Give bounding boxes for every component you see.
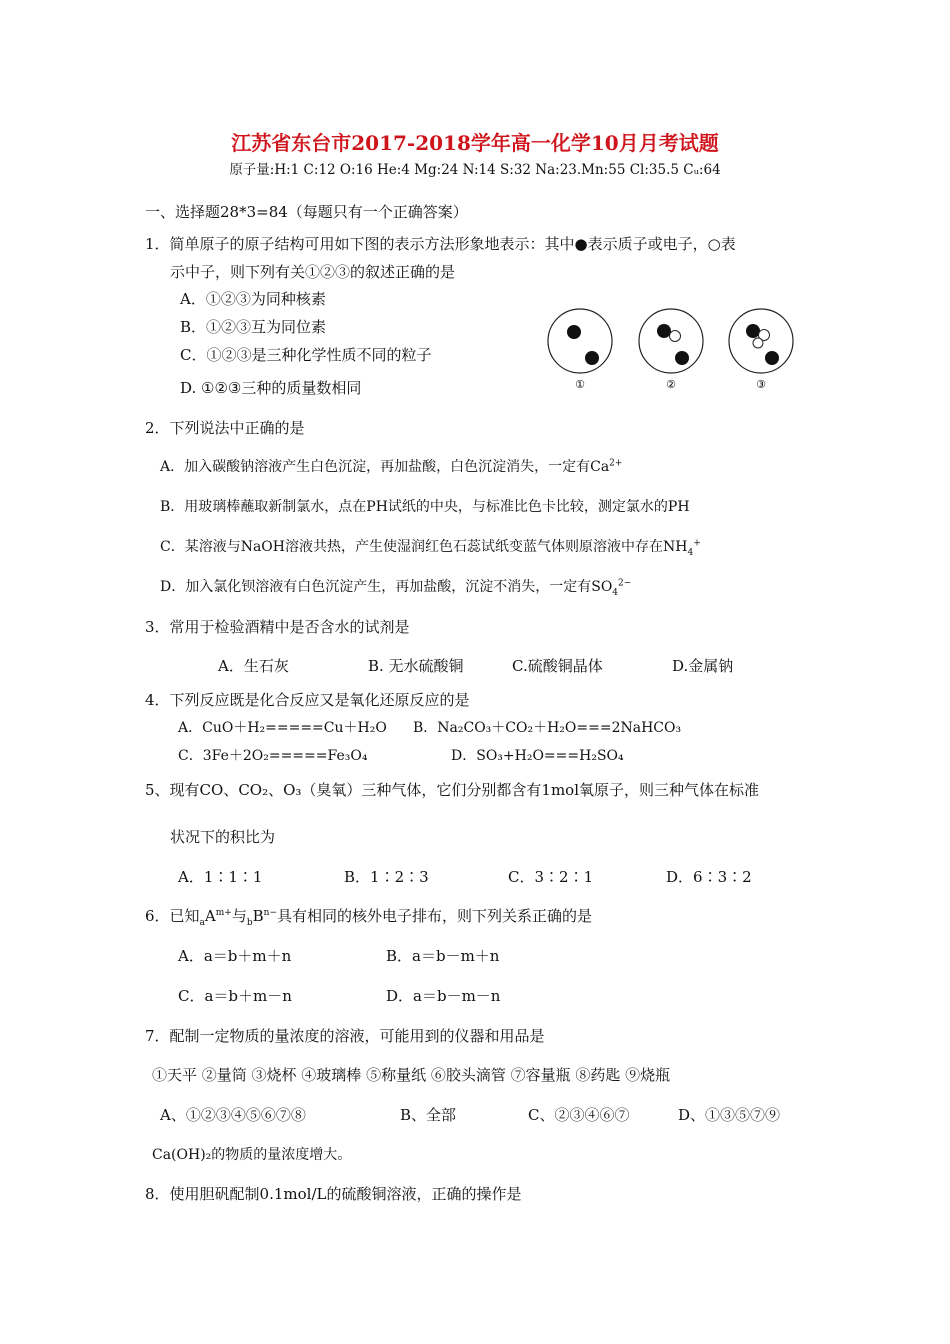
proton-dot [567,325,581,339]
atom-label-3: ③ [756,378,766,391]
q1-option-c: C．①②③是三种化学性质不同的粒子 [180,346,432,364]
q7-items: ①天平 ②量筒 ③烧杯 ④玻璃棒 ⑤称量纸 ⑥胶头滴管 ⑦容量瓶 ⑧药匙 ⑨烧瓶 [152,1066,671,1084]
q7-option-c: C、②③④⑥⑦ [528,1106,630,1124]
q8-stem: 8．使用胆矾配制0.1mol/L的硫酸铜溶液，正确的操作是 [145,1185,522,1203]
q1-option-d: D. ①②③三种的质量数相同 [180,379,362,397]
q1-option-b: B．①②③互为同位素 [180,318,327,336]
electron-dot [675,351,689,365]
q5-option-b: B．1∶2∶3 [344,868,429,886]
atom-diagrams [540,300,810,395]
q5-option-d: D．6∶3∶2 [666,868,752,886]
page-title: 江苏省东台市2017-2018学年高一化学10月月考试题 [231,131,719,155]
q5-option-c: C．3∶2∶1 [508,868,594,886]
q4-stem: 4．下列反应既是化合反应又是氧化还原反应的是 [145,691,470,709]
q2-option-a: A．加入碳酸钠溶液产生白色沉淀，再加盐酸，白色沉淀消失，一定有$Ca^{2+}$ [160,458,623,475]
q7-option-a: A、①②③④⑤⑥⑦⑧ [160,1106,306,1124]
section-heading: 一、选择题28*3=84（每题只有一个正确答案） [145,203,468,221]
atom-2-diagram [639,309,703,373]
q4-option-a: A．CuO＋H₂=====Cu＋H₂O [178,720,387,736]
q6-option-d: D．a＝b－m－n [386,987,501,1005]
q5-option-a: A．1∶1∶1 [178,868,263,886]
q6-option-c: C．a＝b＋m－n [178,987,292,1005]
atom-label-2: ② [666,378,676,391]
q5-stem-line2: 状况下的积比为 [170,828,276,846]
atom-1-diagram [548,309,612,373]
q6-option-b: B．a＝b－m＋n [386,947,500,965]
q3-option-d: D.金属钠 [672,657,734,675]
electron-dot [765,351,779,365]
q6-option-a: A．a＝b＋m＋n [178,947,292,965]
neutron-dot [753,338,763,348]
q2-stem: 2．下列说法中正确的是 [145,419,305,437]
stray-line: Ca(OH)₂的物质的量浓度增大。 [152,1147,352,1163]
q6-stem: 6．已知$_aA^{m+}$与$_bB^{n-}$具有相同的核外电子排布，则下列关系正确的是 [145,907,593,928]
q7-stem: 7．配制一定物质的量浓度的溶液，可能用到的仪器和用品是 [145,1027,545,1045]
q3-stem: 3．常用于检验酒精中是否含水的试剂是 [145,618,410,636]
atom-3-diagram [729,309,793,373]
atom-label-1: ① [575,378,585,391]
proton-dot [746,324,760,338]
q7-option-d: D、①③⑤⑦⑨ [678,1106,781,1124]
q4-option-c: C．3Fe＋2O₂=====Fe₃O₄ [178,748,368,764]
q1-stem-line1: 1．简单原子的原子结构可用如下图的表示方法形象地表示：其中●表示质子或电子，○表 [145,235,736,253]
electron-dot [585,351,599,365]
q4-option-d: D．SO₃+H₂O===H₂SO₄ [451,748,624,764]
q7-option-b: B、全部 [400,1106,457,1124]
q3-option-a: A．生石灰 [218,657,289,675]
q5-stem-line1: 5、现有CO、CO₂、O₃（臭氧）三种气体，它们分别都含有1mol氧原子，则三种气体在标准 [145,781,760,799]
q1-option-a: A．①②③为同种核素 [180,290,326,308]
q3-option-c: C.硫酸铜晶体 [512,657,603,675]
q4-option-b: B．Na₂CO₃＋CO₂＋H₂O===2NaHCO₃ [413,720,682,736]
proton-dot [657,324,671,338]
q2-option-b: B．用玻璃棒蘸取新制氯水，点在PH试纸的中央，与标准比色卡比较，测定氯水的PH [160,499,690,515]
q1-stem-line2: 示中子，则下列有关①②③的叙述正确的是 [170,263,456,281]
q2-option-c: C．某溶液与NaOH溶液共热，产生使湿润红色石蕊试纸变蓝气体则原溶液中存在$NH_4^+$ [160,538,701,558]
neutron-dot [670,331,681,342]
atomic-masses: 原子量:H:1 C:12 O:16 He:4 Mg:24 N:14 S:32 Na:23.Mn:55 Cl:35.5 Cᵤ:64 [229,162,721,178]
q2-option-d: D．加入氯化钡溶液有白色沉淀产生，再加盐酸，沉淀不消失，一定有$SO_4^{2-}$ [160,578,632,598]
q3-option-b: B. 无水硫酸铜 [368,657,464,675]
